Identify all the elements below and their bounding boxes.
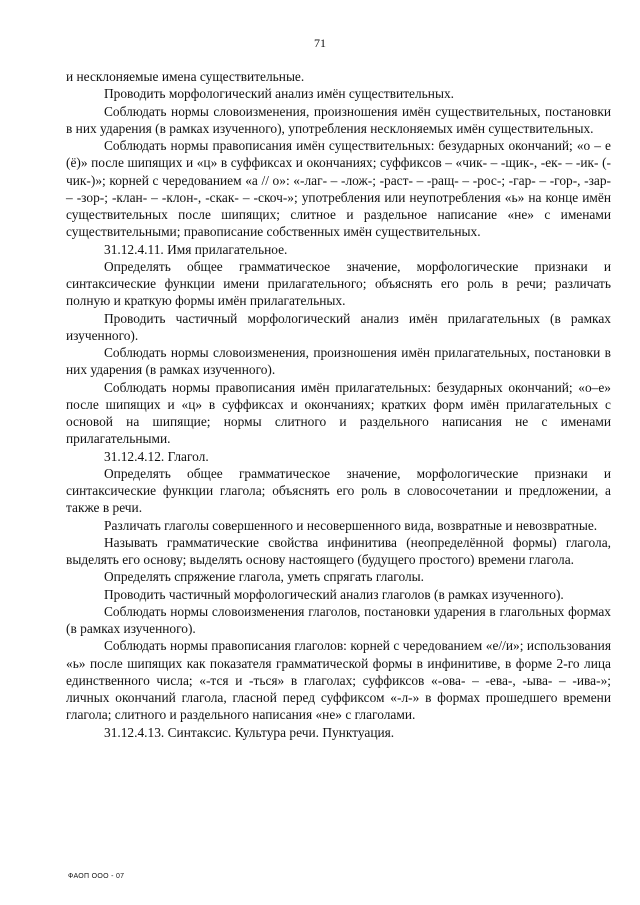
- paragraph: 31.12.4.12. Глагол.: [104, 448, 209, 464]
- paragraph: Соблюдать нормы правописания имён прилагательных: безударных окончаний; «о–е» после шипящих и «ц» в суффиксах и окончаниях; кратких форм имён прилагательных с основой на шипящие; нормы слитного и раздельного написания не с именами прилагательными.: [66, 379, 611, 447]
- paragraph: 31.12.4.11. Имя прилагательное.: [104, 241, 288, 257]
- footer-label: ФАОП ООО - 07: [68, 873, 125, 880]
- paragraph: Соблюдать нормы словоизменения глаголов, постановки ударения в глагольных формах (в рамках изученного).: [66, 603, 611, 636]
- paragraph: Определять спряжение глагола, уметь спрягать глаголы.: [104, 569, 424, 585]
- paragraph: 31.12.4.13. Синтаксис. Культура речи. Пунктуация.: [104, 724, 395, 740]
- paragraph: Проводить морфологический анализ имён существительных.: [104, 86, 455, 102]
- paragraph: Определять общее грамматическое значение, морфологические признаки и синтаксические функции глагола; объяснять его роль в словосочетании и предложении, а также в речи.: [66, 465, 611, 516]
- paragraph: и несклоняемые имена существительные.: [66, 69, 305, 84]
- paragraph: Соблюдать нормы правописания глаголов: корней с чередованием «е//и»; использования «ь» после шипящих как показателя грамматической формы в инфинитиве, в форме 2-го лица единственного числа; «-тся и -ться» в глаголах; суффиксов «-ова- – -ева-, -ыва- – -ива-»; личных окончаний глагола, гласной перед суффиксом «-л-» в формах прошедшего времени глагола; слитного и раздельного написания «не» с глаголами.: [66, 638, 611, 723]
- paragraph: Проводить частичный морфологический анализ глаголов (в рамках изученного).: [104, 586, 564, 602]
- page-number: 71: [314, 36, 326, 50]
- paragraph: Соблюдать нормы словоизменения, произношения имён прилагательных, постановки в них ударения (в рамках изученного).: [66, 345, 611, 378]
- paragraph: Проводить частичный морфологический анализ имён прилагательных (в рамках изученного).: [66, 310, 611, 343]
- paragraph: Называть грамматические свойства инфинитива (неопределённой формы) глагола, выделять его основу; выделять основу настоящего (будущего простого) времени глагола.: [66, 534, 611, 567]
- paragraph: Определять общее грамматическое значение, морфологические признаки и синтаксические функции имени прилагательного; объяснять его роль в речи; различать полную и краткую формы имён прилагательных.: [66, 258, 611, 309]
- paragraph: Соблюдать нормы правописания имён существительных: безударных окончаний; «о – е (ё)» после шипящих и «ц» в суффиксах и окончаниях; суффиксов – «чик- – -щик-, -ек- – -ик- (-чик-)»; корней с чередованием «а // о»: «-лаг- – -лож-; -раст- – -ращ- – -рос-; -гар- – -гор-, -зар- – -зор-; -клан- – -клон-, -скак- – -скоч-»; употребления или неупотребления «ь» на конце имён существительных после шипящих; слитное и раздельное написание «не» с именами существительными; правописание собственных имён существительных.: [66, 138, 611, 240]
- document-body: [66, 68, 611, 741]
- paragraph: Различать глаголы совершенного и несовершенного вида, возвратные и невозвратные.: [104, 517, 598, 533]
- paragraph: Соблюдать нормы словоизменения, произношения имён существительных, постановки в них ударения (в рамках изученного), употребления несклоняемых имён существительных.: [66, 103, 611, 136]
